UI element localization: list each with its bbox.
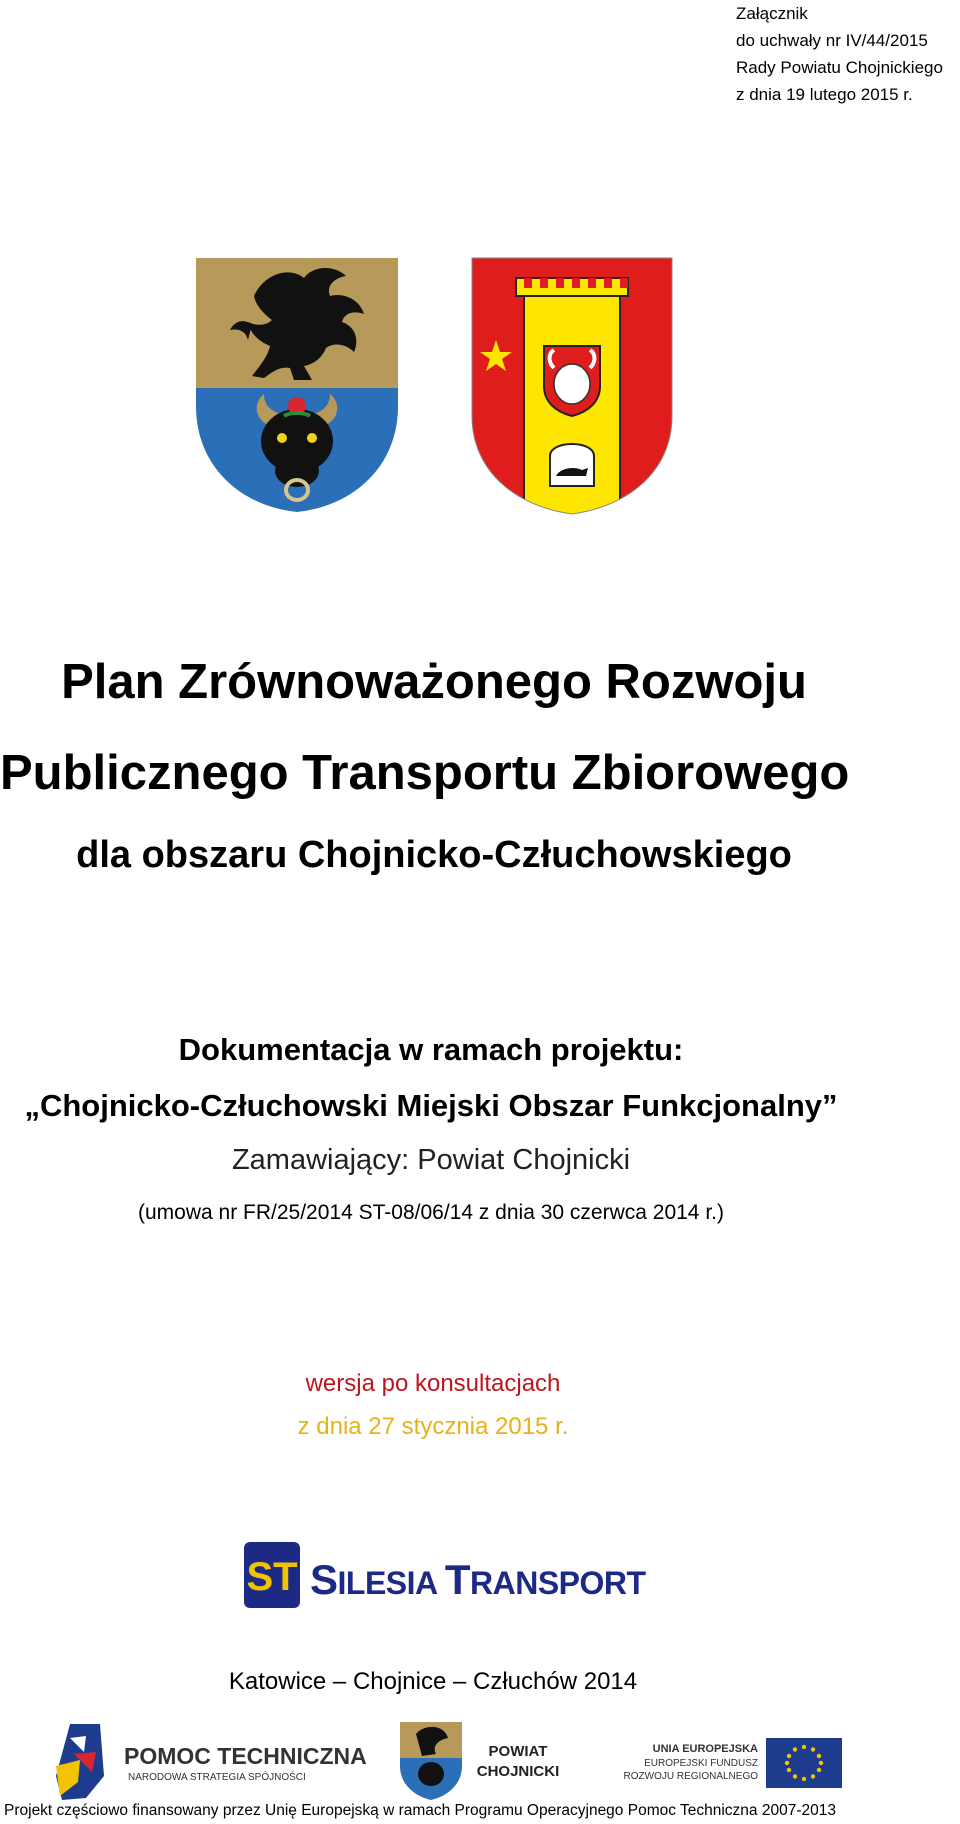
st-name-rest-1: ILESIA xyxy=(337,1565,437,1601)
eu-label-3: ROZWOJU REGIONALNEGO xyxy=(623,1771,758,1782)
eu-fund-logo xyxy=(624,1738,842,1788)
czluchow-county-coat-of-arms xyxy=(470,256,674,516)
version-date: z dnia 27 stycznia 2015 r. xyxy=(297,1413,569,1440)
place-date: Katowice – Chojnice – Człuchów 2014 xyxy=(228,1668,638,1695)
annex-line-3: Rady Powiatu Chojnickiego xyxy=(736,58,943,77)
title-line-2: Publicznego Transportu Zbiorowego xyxy=(0,746,850,800)
powiat-label-1: POWIAT xyxy=(488,1743,548,1760)
client: Zamawiający: Powiat Chojnicki xyxy=(231,1144,631,1176)
annex-line-1: Załącznik xyxy=(736,4,808,23)
project-name: „Chojnicko-Człuchowski Miejski Obszar Funkcjonalny” xyxy=(24,1088,838,1123)
st-name-cap-2: T xyxy=(444,1556,470,1603)
funding-logos xyxy=(0,1716,960,1804)
st-badge: ST xyxy=(246,1555,298,1599)
pt-title: POMOC TECHNICZNA xyxy=(124,1743,367,1769)
st-name-cap-1: S xyxy=(310,1556,338,1603)
silesia-transport-logo xyxy=(244,1542,646,1608)
annex-header xyxy=(736,0,943,108)
contract-info: (umowa nr FR/25/2014 ST-08/06/14 z dnia 30 czerwca 2014 r.) xyxy=(138,1201,724,1224)
st-name-rest-2: RANSPORT xyxy=(470,1565,646,1601)
title-line-1: Plan Zrównoważonego Rozwoju xyxy=(61,655,807,709)
footer-funding-note: Projekt częściowo finansowany przez Unię Europejską w ramach Programu Operacyjnego Pomoc Techniczna 2007-2013 xyxy=(4,1802,836,1819)
annex-line-2: do uchwały nr IV/44/2015 xyxy=(736,31,928,50)
eu-label-1: UNIA EUROPEJSKA xyxy=(652,1743,758,1755)
annex-line-4: z dnia 19 lutego 2015 r. xyxy=(736,85,913,104)
eu-label-2: EUROPEJSKI FUNDUSZ xyxy=(644,1758,758,1769)
chojnice-county-coat-of-arms xyxy=(194,256,400,514)
pt-subtitle: NARODOWA STRATEGIA SPÓJNOŚCI xyxy=(128,1772,306,1783)
version-label: wersja po konsultacjach xyxy=(305,1370,561,1397)
project-intro: Dokumentacja w ramach projektu: xyxy=(178,1032,684,1067)
powiat-chojnicki-logo xyxy=(400,1722,559,1800)
svg-text:SILESIA TRANSPORT xyxy=(310,1556,647,1603)
pomoc-techniczna-logo xyxy=(56,1724,367,1800)
powiat-label-2: CHOJNICKI xyxy=(476,1763,560,1780)
title-line-3: dla obszaru Chojnicko-Człuchowskiego xyxy=(76,834,792,876)
